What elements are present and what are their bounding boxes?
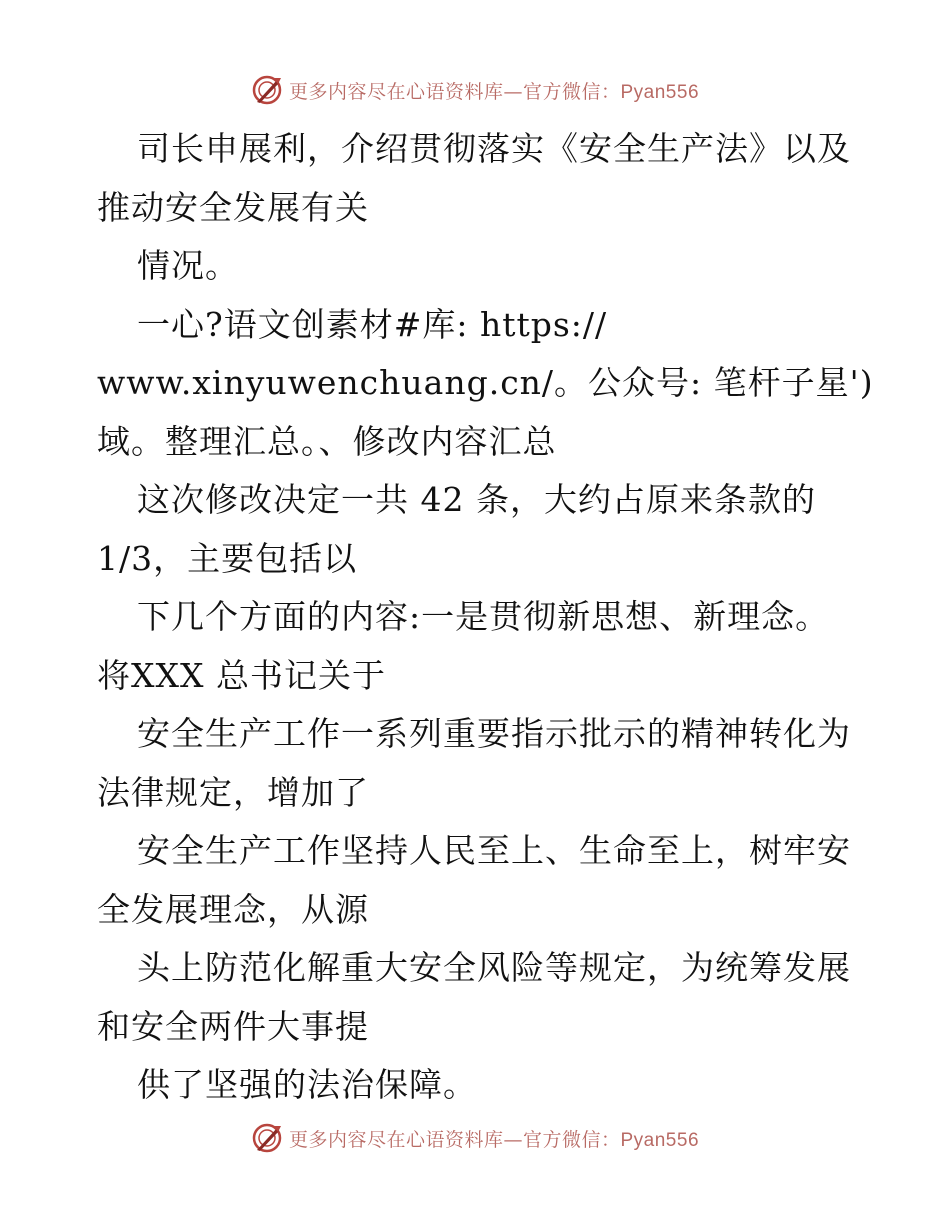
text-line: 安全生产工作坚持人民至上、生命至上，树牢安 — [137, 831, 851, 870]
text-line: 和安全两件大事提 — [97, 1006, 369, 1046]
quill-logo-icon — [251, 1122, 283, 1154]
header-watermark — [0, 70, 950, 110]
text-line: 这次修改决定一共 42 条，大约占原来条款的 — [137, 480, 816, 519]
quill-logo-icon — [251, 74, 283, 106]
text-line: 法律规定，增加了 — [97, 772, 369, 812]
text-line: 一心?语文创素材#库: https:// — [137, 304, 608, 344]
text-line: 安全生产工作一系列重要指示批示的精神转化为 — [137, 714, 851, 753]
text-line: www.xinyuwenchuang.cn/。公众号: 笔杆子星') — [97, 363, 874, 402]
watermark-text: 更多内容尽在心语资料库—官方微信：Pyan556 — [288, 1128, 700, 1151]
text-line: 推动安全发展有关 — [97, 187, 369, 227]
text-line: 1/3，主要包括以 — [97, 538, 358, 578]
text-line: 将XXX 总书记关于 — [97, 655, 386, 695]
text-line: 供了坚强的法治保障。 — [137, 1065, 477, 1104]
footer-watermark — [0, 1118, 950, 1158]
text-line: 域。整理汇总。、修改内容汇总 — [97, 421, 557, 461]
text-line: 全发展理念，从源 — [97, 889, 369, 929]
text-line: 情况。 — [137, 246, 239, 285]
text-line: 下几个方面的内容:一是贯彻新思想、新理念。 — [137, 597, 830, 636]
watermark-text: 更多内容尽在心语资料库—官方微信：Pyan556 — [288, 80, 700, 103]
text-line: 头上防范化解重大安全风险等规定，为统筹发展 — [137, 948, 851, 987]
body-text — [97, 120, 897, 1115]
text-line: 司长申展利，介绍贯彻落实《安全生产法》以及 — [137, 129, 851, 168]
